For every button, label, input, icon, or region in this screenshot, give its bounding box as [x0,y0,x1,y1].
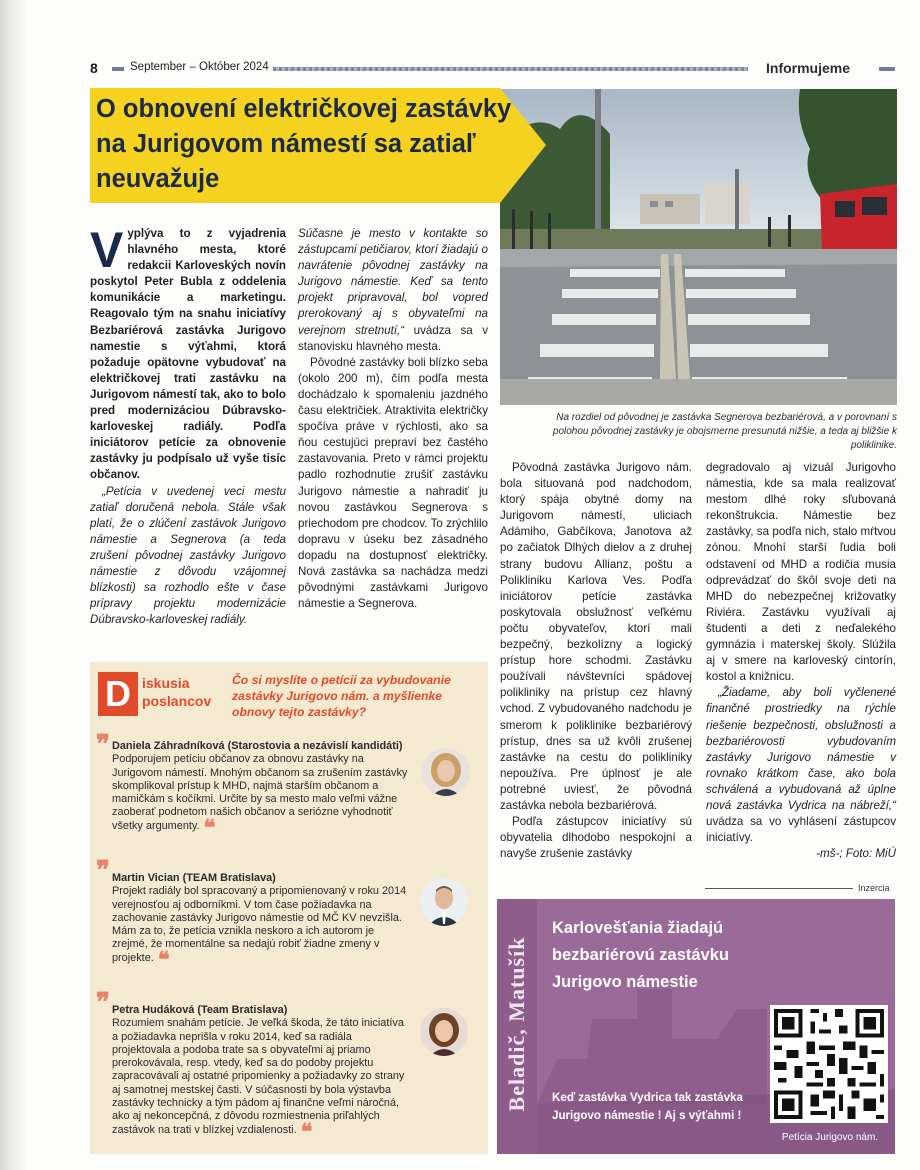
ad-label-rule [705,888,853,889]
quote-close-icon: ❝ [300,1118,313,1144]
voice-2-body: Projekt radiály bol spracovaný a pripomienovaný v roku 2014 verejnosťou aj odborníkmi. V tom čase požiadavka na zachovanie zastávky Jurigovo námestie od MČ KV nevzišla. Mám za to, že petícia vznikla neskoro a ich autorom je zrejmé, že momentálne sa nedajú robiť žiadne zmeny v projekte. [112,885,407,964]
advertisement [497,899,895,1154]
initiative-attribution: uvádza sa vo vyhlásení zástupcov iniciatívy. [706,815,896,845]
discussion-voice-2 [112,872,412,972]
tram-stop-illustration [500,89,897,405]
discussion-voice-3 [112,1004,412,1144]
statement-quote-continued: Súčasne je mesto v kontakte so zástupcami petičiarov, ktorí žiadajú o navrátenie pôvodnej zastávky na Jurigovo námestie. Keď sa tento projekt pripravoval, bol vopred prerokovaný aj s obyvateľmi na verejnom stretnutí,“ [298,227,488,337]
section-name: Informujeme [766,60,851,76]
statement-quote-part2 [298,226,488,355]
article-paragraph-degradation: degradovalo aj vizuál Jurigovho námestia, kde sa mala realizovať mestom dlhé roky sľubovaná rekonštrukcia. Námestie bez zastávky, sa podľa nich, stalo mŕtvou zónou. Mnohí starší ľudia boli odstavení od MHD a rodičia musia odprevádzať do škôl svoje deti na MHD do nebezpečnej križovatky Riviéra. Zastávku využívali aj študenti a deti z neďalekého gymnázia i materskej školy. Slúžila aj v smere na karloveský cintorín, kostol a knižnicu. [706,461,896,684]
photo-caption: Na rozdiel od pôvodnej je zastávka Segnerova bezbariérová, a v porovnaní s polohou pôvodnej zastávky je obojsmerne presunutá nižšie, a teda aj bližšie k poliklinike. [552,412,897,451]
voice-1-name: Daniela Záhradníková (Starostovia a nezávislí kandidáti) [112,740,403,752]
quote-open-icon: ❞ [96,987,110,1017]
article-paragraph-jurigovo-stop: Pôvodná zastávka Jurigovo nám. bola situovaná pod nadchodom, ktorý spája obytné domy na Jurigovom námestí, uliciach Adámiho, Gabčíkova, Janotova až po začiatok Dlhých dielov a z druhej strany budovu Allianz, poštu a Polikliniku Karlova Ves. Podľa iniciátorov petície zastávka poskytovala obslužnosť veľkému počtu obyvateľov, ktorí mali bezpečný, bezkolízny a logický prístup hore schodmi. Zastávku používali návštevníci spádovej polikliniky na prístup cez hlavný vchod. Z vybudovaného nadchodu je smerom k poliklinike bezbariérový prístup, dnes sa už kvôli zrušenej zastávke na cestu do polikliniky nepoužíva. Pre úplnosť je ale potrebné uviesť, že pôvodná zastávka nebola bezbariérová. [500,461,692,812]
article-column-2 [298,226,488,612]
statement-quote-part1: „Petícia v uvedenej veci mestu zatiaľ doručená nebola. Stále však platí, že o zlúčení zastávok Jurigovo námestie a Segnerova (a teda zrušení pôvodnej zastávky Jurigovo námestie z dôvodu vzájomnej blízkosti) sa rozhodlo ešte v čase prípravy projektu modernizácie Dúbravsko-karloveskej radiály. [90,484,286,627]
article-lead [90,222,286,484]
discussion-logo [98,672,212,716]
ad-label: Inzercia [858,883,890,893]
page-fold-shadow [0,0,28,1170]
voice-1-body: Podporujem petíciu občanov za obnovu zastávky na Jurigovom námestí. Mnohým občanom sa zrušením zastávky skomplikoval prístup k MHD, najmä starším občanom a mamičkám s kočíkmi. Určite by sa mesto malo veľmi vážne zaoberať podnetom našich občanov a seriózne vyhodnotiť všetky argumenty. [112,753,408,832]
running-header [90,60,900,78]
discussion-logo-line1: iskusia [142,675,190,691]
ad-footer: Keď zastávka Vydrica tak zastávka Jurigovo námestie ! Aj s výťahmi ! [552,1091,743,1122]
quote-open-icon: ❞ [96,729,110,759]
article-column-4 [706,460,896,862]
article-column-1 [90,222,286,628]
header-dash [112,67,124,71]
discussion-logo-line2: poslancov [142,693,212,709]
quote-close-icon: ❝ [157,946,170,972]
portrait-woman-blonde-icon [422,748,470,796]
page-number: 8 [90,60,98,76]
portrait-man-suit-icon [420,878,468,926]
ad-vertical-names: Beladič, Matušík [504,936,529,1112]
issue-date: September – Október 2024 [130,61,269,73]
article-paragraph-initiative: Podľa zástupcov iniciatívy sú obyvatelia dlhodobo nespokojní a navyše zrušenie zastávky [500,815,692,861]
header-dash-right [879,67,895,71]
article-paragraph-original-stops: Pôvodné zastávky boli blízko seba (okolo 200 m), čím podľa mesta dochádzalo k spomaleniu jazdného času električiek. Atraktivita električky spočíva práve v rýchlosti, ako sa ňou cestujúci prepraví bez častého zastavovania. Preto v rámci projektu padlo rozhodnutie zrušiť zastávku Jurigovo námestie a nahradiť ju novou zastávkou Segnerova s priechodom pre chodcov. To zrýchlilo dopravu v úseku bez zásadného dopadu na dostupnosť električky. Nová zastávka sa nachádza medzi pôvodnými zastávkami Jurigovo námestie a Segnerova. [298,355,488,611]
voice-3-body: Rozumiem snahám petície. Je veľká škoda, že táto iniciatíva a požiadavka neprišla v roku 2014, keď sa radiála projektovala a podoba trate sa s obyvateľmi aj priamo prerokovávala, resp. vtedy, keď sa do podoby projektu zapracovávali aj ostatné pripomienky a požiadavky zo strany aj samotnej mestskej časti. V súčasnosti by bola výstavba zastávky technicky a tým pádom aj finančne veľmi náročná, ako aj nekoncepčná, z dôvodu rozmiestnenia priľahlých zastávok na trati v blízkej vzdialenosti. [112,1017,405,1136]
article-column-3 [500,460,692,862]
drop-cap: V [90,222,124,278]
discussion-panel [90,662,488,1154]
avatar-hudakova [420,1008,468,1056]
article-title: O obnovení električkovej zastávky na Jurigovom námestí sa zatiaľ neuvažuje [96,95,512,193]
qr-code-pattern [770,1005,888,1123]
discussion-voice-1 [112,740,412,840]
tram-stop-photo [500,89,897,405]
voice-1-text [112,753,412,840]
voice-2-name: Martin Vician (TEAM Bratislava) [112,872,276,884]
ad-headline: Karlovešťania žiadajú bezbariérovú zastávku Jurigovo námestie [552,919,729,991]
statement-attribution: uvádza sa v stanovisku hlavného mesta. [298,323,489,353]
lead-text: yplýva to z vyjadrenia hlavného mesta, ktoré redakcii Karloveských novín poskytol Peter Bubla z oddelenia komunikácie a marketingu. Reagovalo tým na snahu iniciatívy Bezbariérová zastávka Jurigovo namestie s výťahmi, ktorá požaduje opätovne vybudovať na električkovej trati zastávku na Jurigovom námestí tak, ako to bolo pred modernizáciou Dúbravsko-karloveskej radiály. Podľa iniciátorov petície za obnovenie zastávky ju podpísalo už vyše tisíc občanov. [90,227,286,482]
portrait-woman-brunette-icon [420,1008,468,1056]
article-signature: -mš-; Foto: MiÚ [816,847,896,861]
voice-3-text [112,1017,412,1144]
headline-banner [90,88,546,203]
voice-2-text [112,885,412,972]
voice-3-name: Petra Hudáková (Team Bratislava) [112,1004,288,1016]
qr-code-caption: Petícia Jurigovo nám. [781,1132,879,1143]
header-rule [273,67,748,71]
avatar-vician [420,878,468,926]
avatar-zahradnikova [422,748,470,796]
initiative-quote-text: „Žiadame, aby boli vyčlenené finančné prostriedky na rýchle riešenie bezpečnosti, obslužnosti a bezbariérovosti vybudovaním zastávky Jurigovo námestie v rovnako krátkom čase, ako bola schválená a vybudovaná až úplne nová zastávka Vydrica na nábreží,“ [706,686,896,812]
initiative-quote [706,685,896,846]
discussion-logo-letter: D [98,672,138,716]
quote-open-icon: ❞ [96,855,110,885]
discussion-question: Čo si myslíte o petícii za vybudovanie zastávky Jurigovo nám. a myšlienke obnovy tejto zastávky? [232,673,451,719]
qr-code-icon[interactable] [770,1005,888,1123]
quote-close-icon: ❝ [203,814,216,840]
